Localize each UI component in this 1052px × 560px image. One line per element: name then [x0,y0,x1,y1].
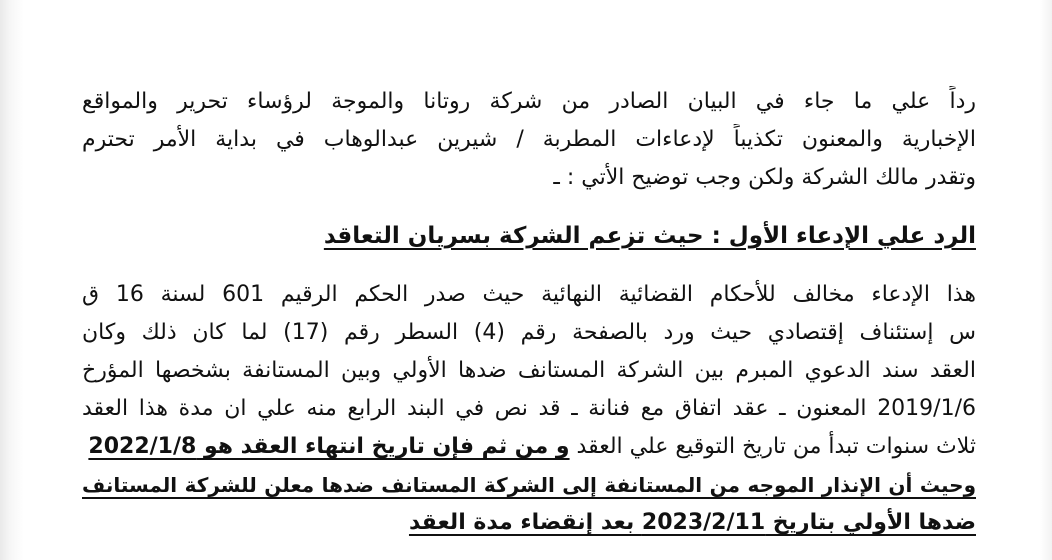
section-heading: الرد علي الإدعاء الأول : حيث تزعم الشركة بسريان التعاقد [323,223,976,249]
body-line-3: العقد سند الدعوي المبرم بين الشركة المستانف ضدها الأولي وبين المستانفة بشخصها المؤرخ [82,358,976,383]
body-line-5-plain: ثلاث سنوات تبدأ من تاريخ التوقيع علي العقد [569,434,976,459]
body-line-5 [82,431,976,465]
intro-line-2: الإخبارية والمعنون تكذيباً لإدعاءات المطربة / شيرين عبدالوهاب في بداية الأمر تحترم [82,127,976,152]
body-line-4: 2019/1/6 المعنون ـ عقد اتفاق مع فنانة ـ قد نص في البند الرابع منه علي ان مدة هذا العقد [82,396,976,421]
notice-statement-line-2: ضدها الأولي بتاريخ 2023/2/11 بعد إنقضاء مدة العقد [408,510,976,535]
document-body [82,0,976,560]
intro-line-3: وتقدر مالك الشركة ولكن وجب توضيح الأتي : ـ [553,165,976,190]
body-line-2: س إستئناف إقتصادي حيث ورد بالصفحة رقم (4) السطر رقم (17) لما كان ذلك وكان [82,320,976,345]
intro-line-1: رداً علي ما جاء في البيان الصادر من شركة روتانا والموجة لرؤساء تحرير والمواقع [82,89,976,114]
contract-end-date-statement: و من ثم فإن تاريخ انتهاء العقد هو 2022/1/8 [88,434,570,459]
notice-statement-line-1: وحيث أن الإنذار الموجه من المستانفة إلى الشركة المستانف ضدها معلن للشركة المستانف [82,473,976,497]
body-line-1: هذا الإدعاء مخالف للأحكام القضائية النهائية حيث صدر الحكم الرقيم 601 لسنة 16 ق [82,282,976,307]
